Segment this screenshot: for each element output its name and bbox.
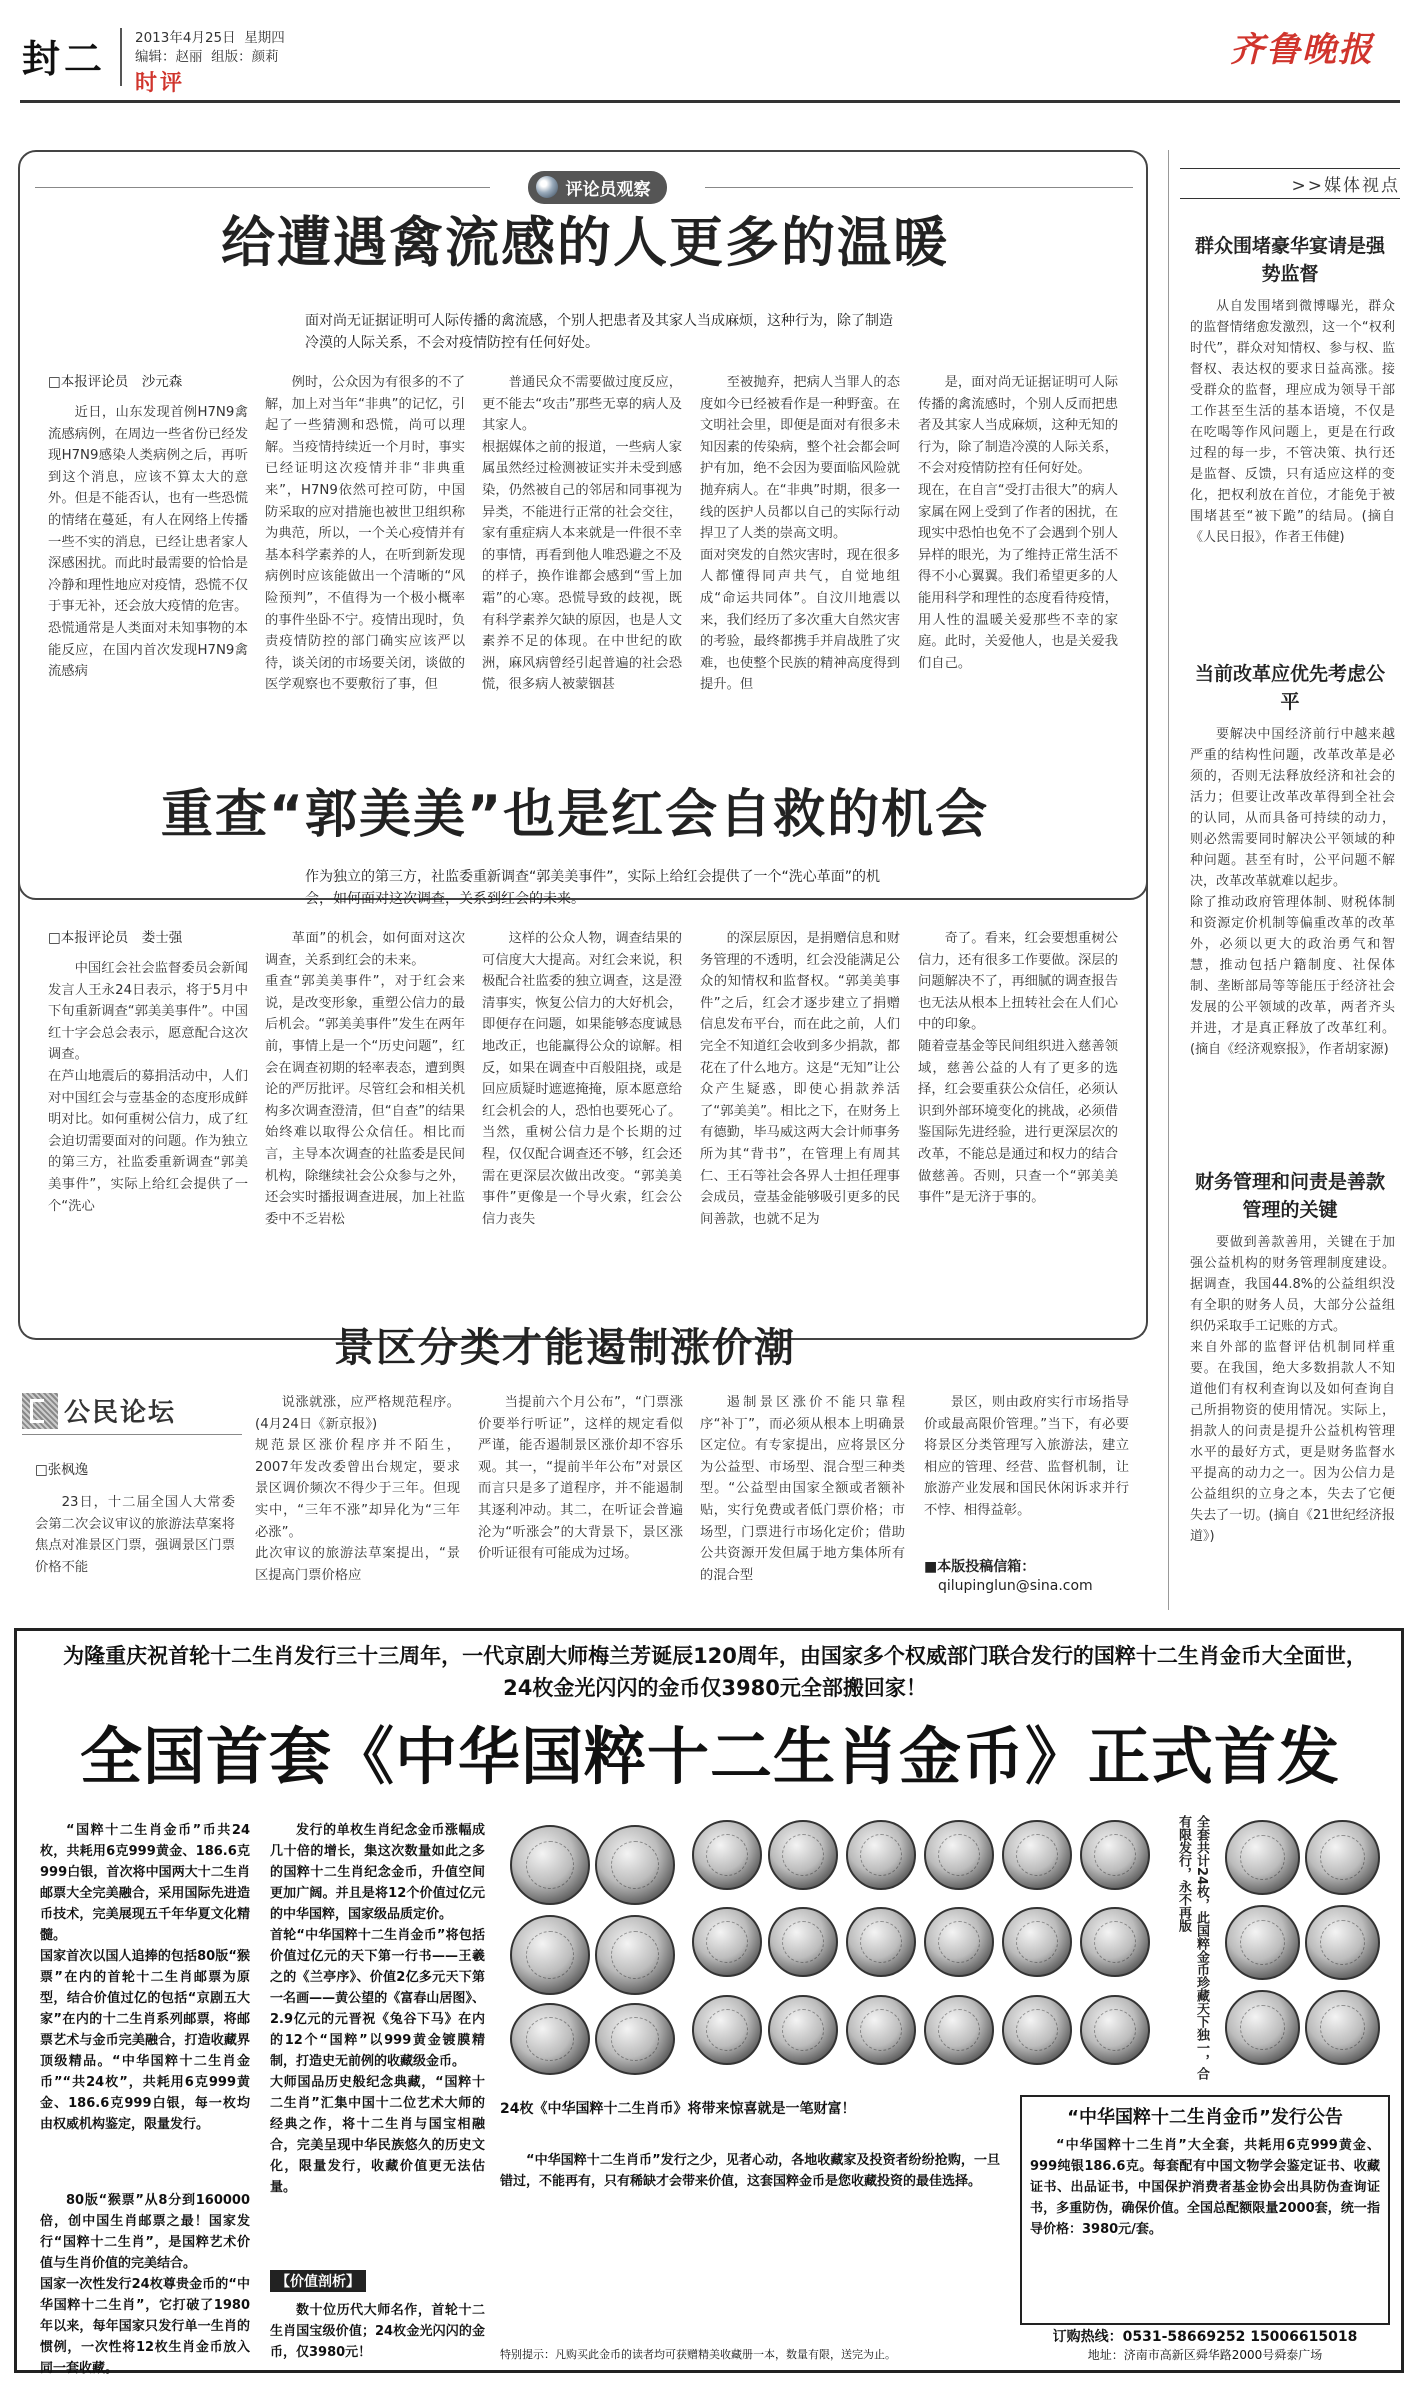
article2-col-5: 奇了。看来，红会要想重树公信力，还有很多工作要做。深层的问题解决不了，再细腻的调查报告也无法从根本上扭转社会在人们心中的印象。 随着壹基金等民间组织进入慈善领域，慈善公益的人有了更多的选择，红会要重获公众信任，必须认识到外部环境变化的挑战，必须借鉴国际先进经验，进行更深层次的改革，不能总是通过和权力的结合做慈善。否则，只查一个“郭美美事件”是无济于事的。 (918, 931, 1118, 1206)
sidebar-item-2-title: 当前改革应优先考虑公平 (1194, 663, 1385, 713)
coin-grid (690, 1815, 1160, 2080)
ad-left-col-2: 80版“猴票”从8分到160000倍，创中国生肖邮票之最！国家发行“国粹十二生肖”，是国粹艺术价值与生肖价值的完美结合。 国家一次性发行24枚尊贵金币的“中华国粹十二生肖”，它打破了1980年以来，每年国家只发行单一生肖的惯例，一次性将12枚生肖金币放入同一套收藏。 (40, 2193, 250, 2376)
coin-11 (1002, 1907, 1072, 1977)
forum-icon (22, 1393, 58, 1429)
tag-line-right (705, 187, 1133, 188)
coin-side-4 (1305, 1905, 1380, 1980)
tag-line-left (35, 187, 490, 188)
ad-foot: 特别提示：凡购买此金币的读者均可获赠精美收藏册一本，数量有限，送完为止。 (500, 2348, 896, 2361)
ad-mid-col: 发行的单枚生肖纪念金币涨幅成几十倍的增长，集这次数量如此之多的国粹十二生肖纪念金币，升值空间更加广阔。并且是将12个价值过亿元的中华国粹，国家级品质定价。 首轮“中华国粹十二生肖金币”将包括价值过亿元的天下第一行书——王羲之的《兰亭序》、价值2亿多元天下第一名画——黄公望的《富春山居图》、2.9亿元的元晋祝《兔谷下马》在内的12个“国粹”以999黄金镀膜精制，打造史无前例的收藏级金币。 大师国品历史般纪念典藏，“国粹十二生肖”汇集中国十二位艺术大师的经典之作，将十二生肖与国宝相融合，完美呈现中华民族悠久的历史文化，限量发行，收藏价值更无法估量。 (270, 1823, 485, 2195)
coin-large-1 (510, 1825, 590, 1905)
editor-text: 编辑：赵丽 (135, 49, 203, 65)
ad-banner: 为隆重庆祝首轮十二生肖发行三十三周年，一代京剧大师梅兰芳诞辰120周年，由国家多个权威部门联合发行的国粹十二生肖金币大全面世，24枚金光闪闪的金币仅3980元全部搬回家！ (63, 1644, 1367, 1700)
coin-10 (924, 1907, 994, 1977)
editor-credits (135, 45, 279, 65)
civic-section-text: 公民论坛 (64, 1398, 177, 1428)
notice-body: “中华国粹十二生肖”大全套，共耗用6克999黄金、999纯银186.6克。每套配有中国文物学会鉴定证书、收藏证书、出品证书，中国保护消费者基金协会出具防伪查询证书，多重防伪，确保价值。全国总配额限量2000套，统一指导价格：3980元/套。 (1030, 2138, 1380, 2237)
ad-title: 全国首套《中华国粹十二生肖金币》正式首发 (79, 1720, 1340, 1793)
civic-section-label (22, 1392, 176, 1429)
ad-price-text: 数十位历代大师名作，首轮十二生肖国宝级价值；24枚金光闪闪的金币，仅3980元！ (270, 2303, 485, 2360)
article1-col-3: 普通民众不需要做过度反应，更不能去“攻击”那些无辜的病人及其家人。 根据媒体之前的报道，一些病人家属虽然经过检测被证实并未受到感染，仍然被自己的邻居和同事视为异类，不能进行正常的社会交往，家有重症病人本来就是一件很不幸的事情，再看到他人唯恐避之不及的样子，换作谁都会感到“雪上加霜”的心寒。恐慌导致的歧视，既有科学素养欠缺的原因，也是人文素养不足的体现。在中世纪的欧洲，麻风病曾经引起普遍的社会恐慌，很多病人被蒙铟甚 (482, 375, 682, 693)
coin-12 (1080, 1907, 1150, 1977)
coin-4 (924, 1820, 994, 1890)
article2-col-4: 的深层原因，是捐赠信息和财务管理的不透明，红会没能满足公众的知情权和监督权。“郭美美事件”之后，红会才逐步建立了捐赠信息发布平台，而在此之前，人们完全不知道红会收到多少捐款，都花在了什么地方。这是“无知”让公众产生疑惑，即使心捐款养活了“郭美美”。相比之下，在财务上有德勤，毕马威这两大会计师事务所为其“背书”，在管理上有周其仁、王石等社会各界人士担任理事会成员，壹基金能够吸引更多的民间善款，也就不足为 (700, 931, 900, 1227)
commentary-tag-label: 评论员观察 (565, 179, 651, 200)
main-box-extension (18, 880, 1148, 1340)
civic-title: 景区分类才能遏制涨价潮 (334, 1325, 796, 1371)
article1-col-1: 近日，山东发现首例H7N9禽流感病例，在周边一些省份已经发现H7N9感染人类病例之后，再听到这个消息，应该不算太大的意外。但是不能否认，也有一些恐慌的情绪在蔓延，有人在网络上传播一些不实的消息，已经让患者家人深感困扰。而此时最需要的恰恰是冷静和理性地应对疫情，恐慌不仅于事无补，还会放大疫情的危害。 恐慌通常是人类面对未知事物的本能反应，在国内首次发现H7N9禽流感病 (48, 405, 248, 680)
hotline-label[interactable]: 订购热线：0531-58669252 15006615018 (1052, 2329, 1358, 2345)
main-box-cover (20, 860, 1146, 900)
civic-byline: □张枫逸 (35, 1462, 89, 1478)
article2-deck: 作为独立的第三方，社监委重新调查“郭美美事件”，实际上给红会提供了一个“洗心革面”的机会，如何面对这次调查，关系到红会的未来。 (305, 869, 881, 907)
sidebar-header-text: >>媒体视点 (1291, 176, 1400, 196)
sidebar-header (1180, 168, 1400, 199)
masthead-logo: 齐鲁晚报 (1230, 30, 1374, 70)
article2-col-3: 这样的公众人物，调查结果的可信度大大提高。对红会来说，积极配合社监委的独立调查，这是澄清事实，恢复公信力的大好机会，即便存在问题，如果能够态度诚恳地改正，也能赢得公众的谅解。相反，如果在调查中百般阻挠，或是回应质疑时遮遮掩掩，原本愿意给红会机会的人，恐怕也要死心了。 当然，重树公信力是个长期的过程，仅仅配合调查还不够，红会还需在更深层次做出改变。“郭美美事件”更像是一个导火索，红会公信力丧失 (482, 931, 682, 1227)
ad-price-label: 【价值剖析】 (270, 2270, 366, 2292)
article1-deck: 面对尚无证据证明可人际传播的禽流感，个别人把患者及其家人当成麻烦，这种行为，除了制造冷漠的人际关系，不会对疫情防控有任何好处。 (305, 313, 893, 351)
civic-col-3: 当提前六个月公布”，“门票涨价要举行听证”，这样的规定看似严谨，能否遏制景区涨价却不容乐观。其一，“提前半年公布”对景区而言只是多了道程序，并不能遏制其逐利冲动。其二，在听证会普遍沦为“听涨会”的大背景下，景区涨价听证很有可能成为过场。 (478, 1395, 683, 1562)
civic-col-1: 23日，十二届全国人大常委会第二次会议审议的旅游法草案将焦点对准景区门票，强调景区门票价格不能 (35, 1495, 235, 1575)
coin-13 (692, 1995, 762, 2065)
tag-pill (528, 171, 667, 204)
notice-title: “中华国粹十二生肖金币”发行公告 (1067, 2107, 1343, 2128)
sidebar-divider (1168, 150, 1169, 1610)
weekday-text: 星期四 (244, 30, 285, 46)
coin-large-6 (595, 2003, 675, 2075)
issue-date (135, 26, 285, 46)
ad-side-vertical: 全套共计24枚，此国粹金币珍藏天下独一，合有限发行，永不再版 (1176, 1815, 1209, 2081)
article1-title: 给遭遇禽流感的人更多的温暖 (221, 211, 949, 274)
article1-col-2: 例时，公众因为有很多的不了解，加上对当年“非典”的记忆，引起了一些猜测和恐慌，尚可以理解。当疫情持续近一个月时，事实已经证明这次疫情并非“非典重来”，H7N9依然可控可防，中国防采取的应对措施也被世卫组织称为典范，所以，一个关心疫情并有基本科学素养的人，在听到新发现病例时应该能做出一个清晰的“风险预判”，不值得为一个极小概率的事件坐卧不宁。疫情出现时，负责疫情防控的部门确实应该严以待，谈关闭的市场要关闭，谈做的医学观察也不要敷衍了事，但 (265, 375, 465, 693)
coin-18 (1080, 1995, 1150, 2065)
sidebar-item-3-body: 要做到善款善用，关键在于加强公益机构的财务管理制度建设。据调查，我国44.8%的公益组织没有全职的财务人员，大部分公益组织仍采取手工记账的方式。 来自外部的监督评估机制同样重要。在我国，绝大多数捐款人不知道他们有权利查询以及如何查询自己所捐物资的使用情况。实际上，捐款人的问责是提升公益机构管理水平的最好方式，更是财务监督水平提高的动力之一。因为公信力是公益组织的立身之本，失去了它便失去了一切。(摘自《21世纪经济报道》) (1190, 1235, 1395, 1544)
coin-body: “中华国粹十二生肖币”发行之少，见者心动，各地收藏家及投资者纷纷抢购，一旦错过，不能再有，只有稀缺才会带来价值，这套国粹金币是您收藏投资的最佳选择。 (500, 2153, 1000, 2189)
coin-9 (846, 1907, 916, 1977)
header-rule (20, 100, 1400, 103)
sidebar-item-1-body: 从自发围堵到微博曝光，群众的监督情绪愈发激烈，这一个“权利时代”，群众对知情权、参与权、监督权、表达权的要求日益高涨。接受群众的监督，理应成为领导干部工作甚至生活的基本语境，不仅是在吃喝等作风问题上，更是在行政过程的每一步，不管决策、执行还是监督、反馈，只有适应这样的变化，把权利放在首位，才能免于被围堵甚至“被下跪”的结局。(摘自《人民日报》，作者王伟健) (1190, 299, 1395, 545)
ad-address: 地址：济南市高新区舜华路2000号舜泰广场 (1087, 2348, 1323, 2362)
sidebar-item-2-body: 要解决中国经济前行中越来越严重的结构性问题，改革改革是必须的，否则无法释放经济和社会的活力；但要让改革改革得到全社会的认同，从而具备可持续的动力，则必然需要同时解决公平领域的种种问题。甚至有时，公平问题不解决，改革改革就难以起步。 除了推动政府管理体制、财税体制和资源定价机制等偏重改革的改革外，必须以更大的政治勇气和智慧，推动包括户籍制度、社保体制、垄断部局等等能压于经济社会发展的公平领域的改革，两者齐头并进，才是真正释放了改革红利。(摘自《经济观察报》，作者胡家源) (1190, 727, 1395, 1057)
layout-text: 组版：颜莉 (211, 49, 279, 65)
civic-col-4: 遏制景区涨价不能只靠程序“补丁”，而必须从根本上明确景区定位。有专家提出，应将景区分为公益型、市场型、混合型三种类型。“公益型由国家全额或者额补贴，实行免费或者低门票价格；市场型，门票进行市场化定价；借助公共资源开发但属于地方集体所有的混合型 (700, 1395, 905, 1583)
globe-icon (536, 176, 558, 198)
coin-side-5 (1225, 1990, 1300, 2065)
coin-side-2 (1305, 1820, 1380, 1895)
coin-17 (1002, 1995, 1072, 2065)
submission-email[interactable]: qilupinglun@sina.com (938, 1578, 1093, 1594)
notice-box (1020, 2095, 1390, 2325)
header-divider (120, 28, 122, 86)
coin-6 (1080, 1820, 1150, 1890)
coin-14 (768, 1995, 838, 2065)
coin-5 (1002, 1820, 1072, 1890)
column-name: 时评 (135, 71, 186, 96)
article2-byline: □本报评论员 娄士强 (48, 930, 183, 946)
sidebar-item-3-title: 财务管理和问责是善款管理的关键 (1194, 1171, 1385, 1221)
coin-large-3 (510, 1915, 590, 1995)
article1-byline: □本报评论员 沙元森 (48, 374, 183, 390)
coin-caption: 24枚《中华国粹十二生肖币》将带来惊喜就是一笔财富！ (500, 2101, 856, 2117)
coin-7 (692, 1907, 762, 1977)
coin-2 (768, 1820, 838, 1890)
coin-side-6 (1305, 1990, 1380, 2065)
section-label: 封二 (22, 37, 107, 81)
coin-side-3 (1225, 1905, 1300, 1980)
coin-16 (924, 1995, 994, 2065)
coin-side-1 (1225, 1820, 1300, 1895)
coin-large-5 (510, 2003, 590, 2075)
article2-title: 重查“郭美美”也是红会自救的机会 (160, 785, 990, 845)
coin-1 (692, 1820, 762, 1890)
civic-label-rule (22, 1434, 242, 1435)
article2-col-1: 中国红会社会监督委员会新闻发言人王永24日表示，将于5月中下旬重新调查“郭美美事件”。中国红十字会总会表示，愿意配合这次调查。 在芦山地震后的募捐活动中，人们对中国红会与壹基金的态度形成鲜明对比。如何重树公信力，成了红会迫切需要面对的问题。作为独立的第三方，社监委重新调查“郭美美事件”，实际上给红会提供了一个“洗心 (48, 961, 248, 1214)
sidebar-item-1-title: 群众围堵豪华宴请是强势监督 (1194, 235, 1385, 285)
article1-col-5: 是，面对尚无证据证明可人际传播的禽流感时，个别人反而把患者及其家人当成麻烦，这种无知的行为，除了制造冷漠的人际关系，不会对疫情防控有任何好处。 现在，在自言“受打击很大”的病人家属在网上受到了作者的困扰，在现实中恐怕也免不了会遇到个别人异样的眼光，为了维持正常生活不得不小心翼翼。我们希望更多的人能用科学和理性的态度看待疫情，用人性的温暖关爱那些不幸的家庭。此时，关爱他人，也是关爱我们自己。 (918, 375, 1118, 671)
civic-col-5: 景区，则由政府实行市场指导价或最高限价管理。”当下，有必要将景区分类管理写入旅游法，建立相应的管理、经营、监督机制，让旅游产业发展和国民休闲诉求并行不悖、相得益彰。 (924, 1395, 1129, 1518)
coin-8 (768, 1907, 838, 1977)
ad-left-col: “国粹十二生肖金币”币共24枚，共耗用6克999黄金、186.6克999白银，首次将中国两大十二生肖邮票大全完美融合，采用国际先进造币技术，完美展现五千年华夏文化精髓。 国家首次以国人追捧的包括80版“猴票”在内的首轮十二生肖邮票为原型，结合价值过亿的包括“京剧五大家”在内的十二生肖系列邮票，将邮票艺术与金币完美融合，打造收藏界顶级精品。“中华国粹十二生肖金币”“共24枚”，共耗用6克999黄金、186.6克999白银，每一枚均由权威机构鉴定，限量发行。 (40, 1823, 250, 2132)
coin-15 (846, 1995, 916, 2065)
article1-col-4: 至被抛弃，把病人当罪人的态度如今已经被看作是一种野蛮。在文明社会里，即便是面对有很多未知因素的传染病，整个社会都会呵护有加，绝不会因为要面临风险就抛弃病人。在“非典”时期，很多一线的医护人员都以自己的实际行动捍卫了人类的崇高文明。 面对突发的自然灾害时，现在很多人都懂得同声共气，自觉地组成“命运共同体”。自汶川地震以来，我们经历了多次重大自然灾害的考验，最终都携手并肩战胜了灾难，也使整个民族的精神高度得到提升。但 (700, 375, 900, 693)
date-text: 2013年4月25日 (135, 30, 236, 46)
commentary-tag (492, 170, 702, 204)
submission-label: ■本版投稿信箱： (924, 1559, 1036, 1575)
coin-stamp-block (500, 1815, 680, 2080)
coin-3 (846, 1820, 916, 1890)
article2-col-2: 革面”的机会，如何面对这次调查，关系到红会的未来。 重查“郭美美事件”，对于红会来说，是改变形象，重塑公信力的最后机会。“郭美美事件”发生在两年前，事情上是一个“历史问题”，红会在调查初期的轻率表态，遭到舆论的严厉批评。尽管红会和相关机构多次调查澄清，但“自查”的结果始终难以取得公众信任。相比而言，主导本次调查的社监委是民间机构，除继续社会公众参与之外，还会实时播报调查进展，加上社监委中不乏岩松 (265, 931, 465, 1227)
coin-large-2 (595, 1825, 675, 1905)
civic-col-2: 说涨就涨，应严格规范程序。(4月24日《新京报》) 规范景区涨价程序并不陌生，2007年发改委曾出台规定，要求景区调价频次不得少于三年。但现实中，“三年不涨”却异化为“三年必涨”。 此次审议的旅游法草案提出，“景区提高门票价格应 (255, 1395, 460, 1583)
coin-large-4 (595, 1915, 675, 1995)
